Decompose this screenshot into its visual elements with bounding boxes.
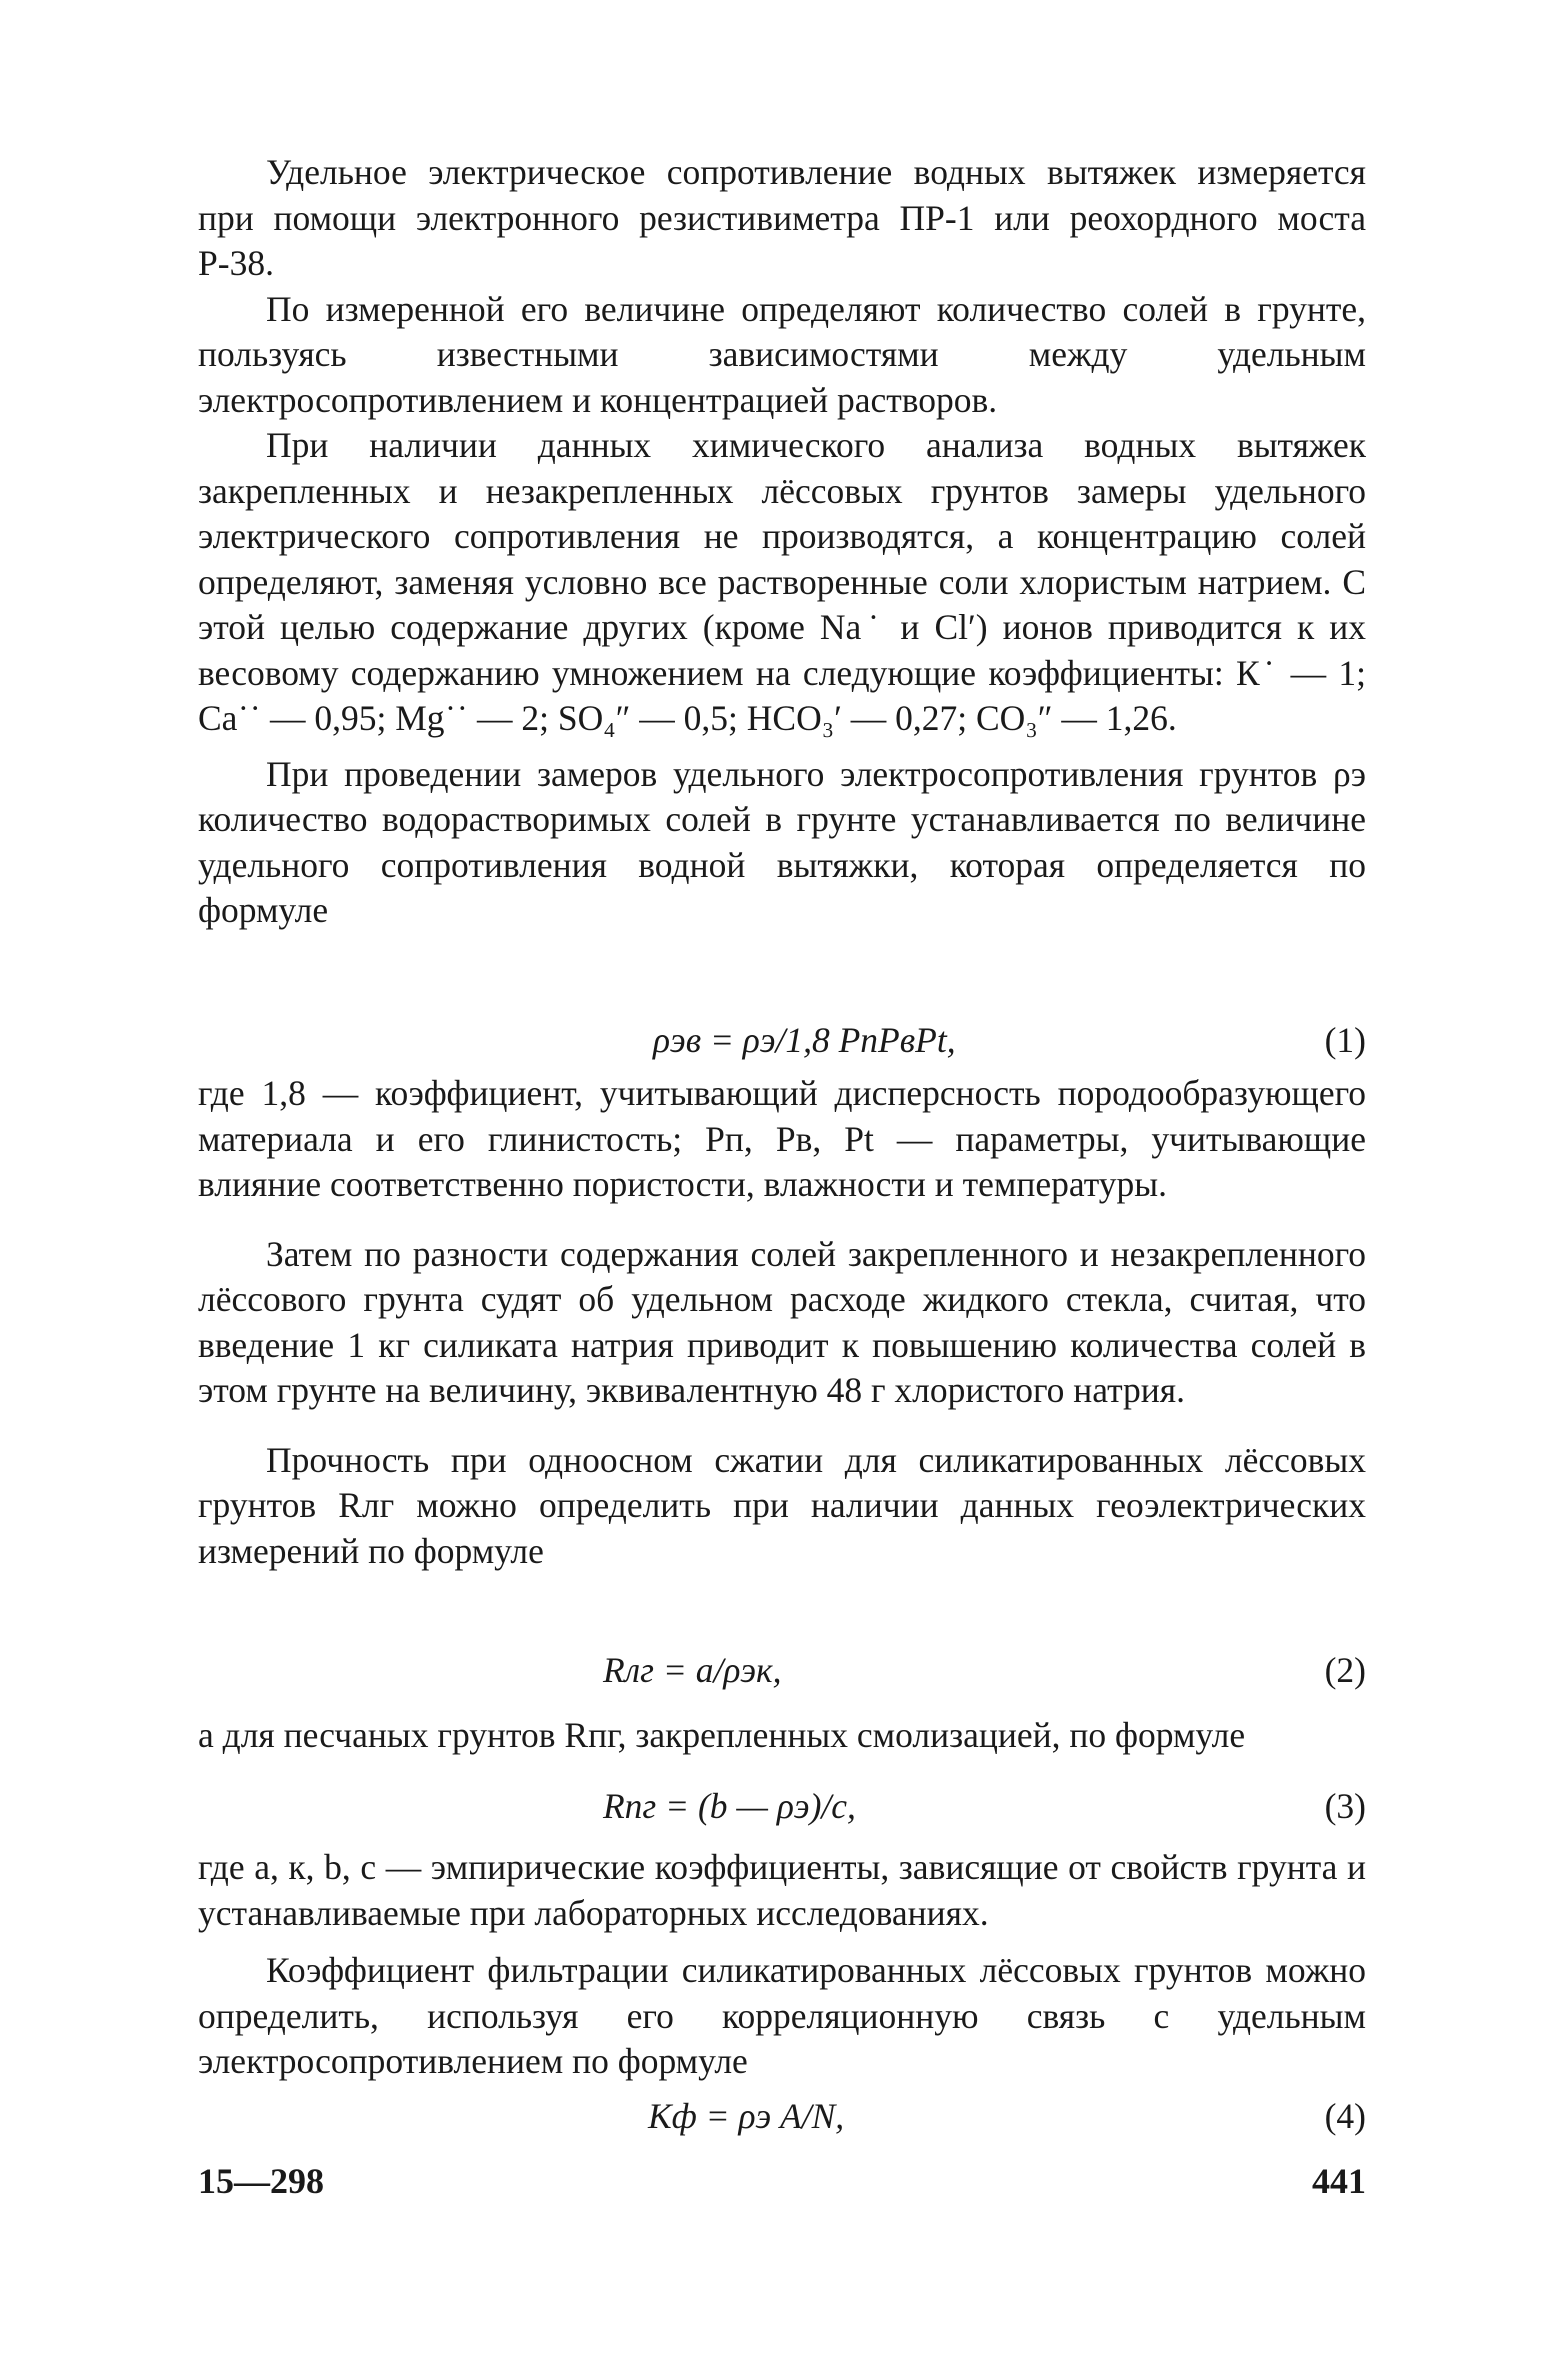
text-block-1 (198, 150, 1366, 934)
formula-1 (198, 1016, 1366, 1064)
paragraph-resistivity-measurement: Удельное электрическое сопротивление водных вытяжек измеряется при помощи электронного резистивиметра ПР-1 или реохордного моста Р-38. (198, 152, 1366, 283)
formula-2 (198, 1646, 1366, 1694)
formula-1-expression: ρэв = ρэ/1,8 PпPвPt, (653, 1020, 956, 1060)
paragraph-empirical-coefficients: где a, к, b, c — эмпирические коэффициенты, зависящие от свойств грунта и устанавливаемые при лабораторных исследованиях. (198, 1847, 1366, 1933)
page-number: 441 (1312, 2161, 1366, 2201)
paragraph-filtration-formula-intro: Коэффициент фильтрации силикатированных лёссовых грунтов можно определить, используя его корреляционную связь с удельным электросопротивлением по формуле (198, 1950, 1366, 2081)
formula-4 (198, 2092, 1366, 2140)
formula-4-number: (4) (1324, 2096, 1366, 2136)
paragraph-chemical-analysis: При наличии данных химического анализа водных вытяжек закрепленных и незакрепленных лёссовых грунтов замеры удельного электрического сопротивления не производятся, а концентрацию солей определяют, заменяя условно все растворенные соли хлористым натрием. С этой целью содержание других (кроме Na˙ и Cl′) ионов приводится к их весовому содержанию умножением на следующие коэффициенты: К˙ — 1; Ca˙˙ — 0,95; Mg˙˙ — 2; SO₄″ — 0,5; HCO₃′ — 0,27; CO₃″ — 1,26. (198, 425, 1366, 738)
formula-2-number: (2) (1324, 1650, 1366, 1690)
text-block-3 (198, 1713, 1366, 1759)
paragraph-formula-1-explanation: где 1,8 — коэффициент, учитывающий дисперсность породообразующего материала и его глинистость; Pп, Pв, Pt — параметры, учитывающие влияние соответственно пористости, влажности и температуры. (198, 1073, 1366, 1204)
text-block-2 (198, 1071, 1366, 1574)
formula-2-expression: Rлг = a/ρэк, (603, 1650, 782, 1690)
printer-signature: 15—298 (198, 2161, 324, 2201)
paragraph-liquid-glass-consumption: Затем по разности содержания солей закрепленного и незакрепленного лёссового грунта судят об удельном расходе жидкого стекла, считая, что введение 1 кг силиката натрия приводит к повышению количества солей в этом грунте на величину, эквивалентную 48 г хлористого натрия. (198, 1233, 1366, 1410)
formula-1-number: (1) (1324, 1020, 1366, 1060)
paragraph-resistivity-formula-intro: При проведении замеров удельного электросопротивления грунтов ρэ количество водорастворимых солей в грунте устанавливается по величине удельного сопротивления водной вытяжки, которая определяется по формуле (198, 753, 1366, 930)
paragraph-sand-soil-formula-intro: а для песчаных грунтов Rпг, закрепленных смолизацией, по формуле (198, 1715, 1246, 1755)
formula-3-number: (3) (1324, 1786, 1366, 1826)
formula-4-expression: Кф = ρэ A/N, (648, 2096, 845, 2136)
paragraph-strength-formula-intro: Прочность при одноосном сжатии для силикатированных лёссовых грунтов Rлг можно определить при наличии данных геоэлектрических измерений по формуле (198, 1439, 1366, 1571)
formula-3 (198, 1782, 1366, 1830)
paragraph-salt-content: По измеренной его величине определяют количество солей в грунте, пользуясь известными зависимостями между удельным электросопротивлением и концентрацией растворов. (198, 288, 1366, 420)
text-block-4 (198, 1845, 1366, 2085)
formula-3-expression: Rпг = (b — ρэ)/c, (603, 1786, 856, 1826)
